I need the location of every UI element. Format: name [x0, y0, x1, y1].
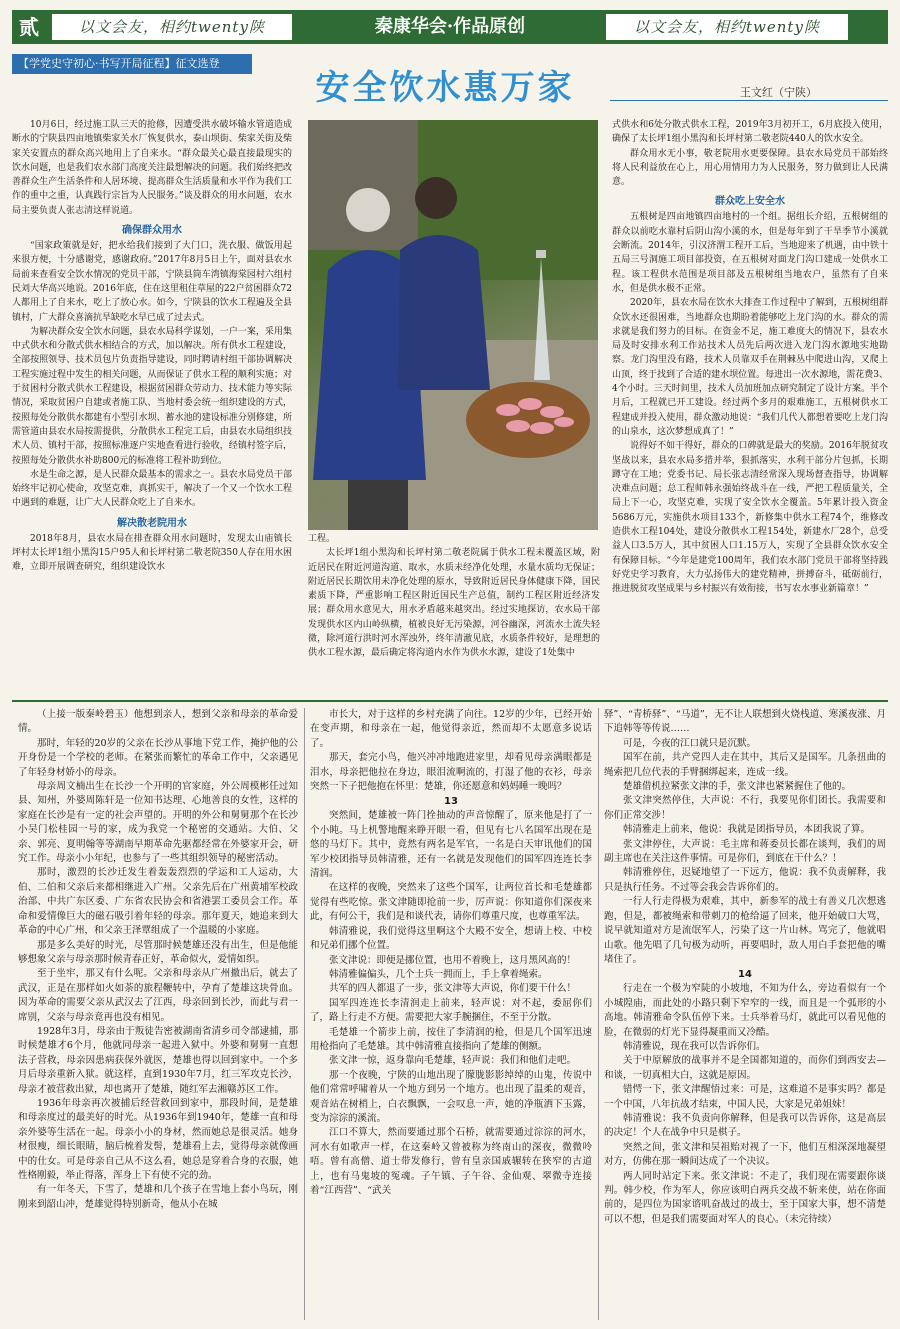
paragraph: 张文津说：即便是挪位置，也用不着晚上，这月黑风高的！: [329, 954, 577, 966]
paragraph: 那时，年轻的20岁的父亲在长沙从事地下党工作，掩护他的公开身份是一个学校的老师。在紧张而繁忙的革命工作中，父亲遇见了年轻身材娇小的母亲。: [18, 737, 298, 778]
article-column-2: [308, 532, 600, 692]
paragraph: 那一个夜晚，宁陕的山地出现了朦胧影影绰绰的山鬼，传说中他们常常呼啸着从一个地方到另一个地方。也出现了温柔的观音，观音站在树梢上，白衣飘飘，一会叹息一声，她的净瓶洒下玉露，变为淙淙的溪流。: [310, 1069, 592, 1124]
paragraph: 韩清雅说，现在我可以告诉你们。: [623, 1040, 766, 1052]
paragraph: （上接一版秦岭碧玉）他想到亲人，想到父亲和母亲的革命爱情。: [18, 709, 298, 735]
paragraph: 张文津停住，大声说：毛主席和蒋委员长都在谈判，我们的周副主席也在关注这件事情。可是你们，到底在干什么？！: [604, 838, 886, 865]
title-rule: [610, 100, 888, 101]
paragraph: 关于中原解放的战事并不是全国都知道的，而你们到西安去—和谈，一切真相大白，这就是原因。: [604, 1055, 886, 1081]
paragraph: 至于坐牢，那又有什么呢。父亲和母亲从广州撤出后，就去了武汉，正是在那样如火如荼的旅程鞭转中，孕育了楚雄这块骨血。因为革命的需要父亲从武汉去了江西，母亲回到长沙，而此与君一席别，父亲与母亲竟再也没有相见。: [18, 968, 298, 1023]
paragraph: 错愕一下，张文津醒悟过来：可是，这难道不是事实吗？都是一个中国，八年抗战才结束，中国人民，大家是兄弟姐妹！: [604, 1084, 886, 1110]
paragraph: 2018年8月，县农水局在排查群众用水问题时，发现太山庙镇长坪村太长坪1组小黑沟15户95人和长坪村第二敬老院350人存在用水困难，立即开展调查研究，组织建设饮水: [12, 533, 292, 573]
subheading: 确保群众用水: [122, 225, 182, 237]
paragraph: 那时，激烈的长沙迁发生着轰轰烈烈的学运和工人运动，大伯、二伯和父亲后来都相继进入广州。父亲先后在广州黄埔军校政治部、中共广东区委、广东省农民协会和省港罢工委员会工作。革命和爱情像巨大的磁石吸引着年轻的母亲。那年夏天，她追来到大革命的中心广州，和父亲王泽覃组成了一个温暖的小家庭。: [18, 867, 298, 937]
paragraph: 1936年母亲再次被捕后经营救回到家中，那段时间，是楚雄和母亲度过的最美好的时光。从1936年到1940年，楚雄一直和母亲外婆等生活在一起。母亲小小的身材，然而她总是很灵活。她身材很瘦，细长眼睛，脑后梳着发髻，楚雄看上去，觉得母亲就像画中的仕女。可是母亲自己从不这么看，她总是穿着合身的衣服，她性格刚毅，举止得落，浑身上下有使不完的劲。: [18, 1097, 298, 1181]
paragraph: 张文津一惊，返身靠向毛楚雄，轻声说：我们和他们走吧。: [329, 1055, 577, 1067]
paragraph: 2020年，县农水局在饮水大排查工作过程中了解到，五根树组群众饮水还很困难，当地群众也期盼着能够吃上龙门沟的水。群众的需求就是我们努力的目标。在资金不足，施工难度大的情况下，县农水局及时安排水利工作站技术人员先后两次进入龙门沟水源地实地勘察。龙门沟里没有路，技术人员靠双手在荆棘丛中爬进山沟，又爬上山顶，终于找到了合适的建水坝位置。每进出一次水源地，需花费3、4个小时。三天时间里，技术人员加班加点研究制定了设计方案。半个月后，工程就已开工建设。经过两个多月的艰难施工，五根树供水工程建成并投入使用，群众激动地说：“我们几代人都想着要吃上龙门沟的山泉水，这次梦想成真了！”: [612, 298, 888, 437]
paragraph: 有一年冬天，下雪了，楚雄和几个孩子在雪地上套小鸟玩，刚刚来到韶山冲，楚雄觉得特别新奇，他从小在城: [18, 1184, 298, 1210]
paragraph: 10月6日，经过施工队三天的抢修，因遭受洪水破坏输水管道造成断水的宁陕县四亩地镇柴家关水厂恢复供水，泰山坝街、柴家关街及柴家关安置点的群众高兴地用上了自来水。“群众最关心最直接最现实的饮水问题，也是我们农水部门高度关注最想解决的问题。我们始终把改善群众生产生活条件和人居环境、提高群众生活质量和水平作为我们工作的重中之重，认真践行宗旨为人民服务。”谈及群众的用水问题，农水局主要负责人张志清这样说道。: [12, 120, 292, 216]
paragraph: 可是，今夜的江口就只是沉默。: [623, 737, 757, 749]
paragraph: 水是生命之源，是人民群众最基本的需求之一。县农水局党员干部始终牢记初心使命，攻坚克难，真抓实干，解决了一个又一个饮水工程中遇到的难题，让广大人民群众吃上了自来水。: [12, 469, 292, 509]
paragraph: 为解决群众安全饮水问题，县农水局科学谋划，一户一案，采用集中式供水和分散式供水相结合的方式，加以解决。所有供水工程建设，全部按照领导、技术员包片负责指导建设，同时聘请村组干部协调解决工程实施过程中发生的相关问题，从而保证了供水工程的顺利实施；对于贫困村分散式供水工程建设，根据贫困群众劳动力、技术能力等实际情况，采取贫困户自建或者施工队、当地村委会统一组织建设的方式，按照每处分散供水都建有小型引水坝、蓄水池的建设标准分别修建，所需管道由县农水局按需提供，分散供水工程完工后，由县农水局组织技术人员、镇村干部，按照标准逐户实地查看进行验收，经镇村签字后，按照每处分散供水补助800元的标准将工程补助到位。: [12, 326, 292, 466]
paragraph: 1928年3月，母亲由于叛徒告密被湖南省清乡司令部逮捕，那时候楚雄才6个月，他就同母亲一起进入狱中。外婆和舅舅一直想法子营救，母亲因患病获保外就医，楚雄也得以回到家中。一个多月后母亲重新入狱。就这样，直到1930年7月，红三军攻克长沙，母亲才被营救出狱，却也离开了楚雄，随红军去湘赣苏区工作。: [18, 1025, 298, 1095]
paragraph: 楚雄借机拉紧张文津的手，张文津也紧紧握住了他的。: [623, 781, 852, 793]
chapter-number: 14: [738, 969, 752, 981]
paragraph: 那天，套完小鸟，他兴冲冲地跑进家里，却看见母亲满眼都是泪水，母亲把他拉在身边，眼泪流啊流的，打湿了他的衣衫，母亲突然一下子把他抱在怀里：楚雄，你还愿意和妈妈睡一晚吗？: [310, 752, 592, 793]
paragraph: 说得好不如干得好，群众的口碑就是最大的奖励。2016年脱贫攻坚战以来，县农水局多措并举，狠抓落实，水利干部分片包抓，长期蹲守在工地；党委书记、局长张志清经常深入现场督查指导，协调解决难点问题；总工程师韩永强始终战斗在一线，严把工程质量关，全局上下一心，攻坚克难，实现了安全饮水全覆盖。5年累计投入资金5686万元，实施供水项目133个，新修集中供水工程74个，维修改造供水工程104处，建设分散供水工程154处，新建水厂28个，总受益人口3.5万人，其中贫困人口1.15万人，实现了全县群众饮水安全有保障目标。“今年是建党100周年，我们农水部门党员干部将坚持践好党史学习教育，大力弘扬伟大的建党精神，拼搏奋斗，砥砺前行，推进脱贫攻坚成果与乡村振兴有效衔接，书写农水事业新篇章！”: [612, 441, 888, 595]
paragraph: 国军四连连长李清润走上前来，轻声说：对不起，委屈你们了，路上行走不方便。需要把大家手腕捆住，不至于分散。: [310, 997, 592, 1024]
article-column-3: [612, 118, 888, 693]
paragraph: 那是多么美好的时光，尽管那时候楚雄还没有出生，但是他能够想象父亲与母亲那时候青春正好，革命似火，爱情如织。: [18, 939, 298, 965]
paragraph: 韩清雅走上前来，他说：我就是团指导员，本团我说了算。: [623, 824, 871, 836]
column-rule: [598, 708, 599, 1320]
paragraph: 突然之间，张文津和吴祖贻对视了一下，他们互相深深地凝望对方，仿佛在那一瞬间达成了一个决议。: [604, 1141, 886, 1168]
paragraph: 国军在前，共产党四人走在其中，其后又是国军。几条扭曲的绳索把几位代表的手臂捆绑起来，连成一线。: [604, 752, 886, 778]
paragraph: 两人同时站定下来。张文津说：不走了，我们现在需要跟你谈判。韩少校，作为军人，你应该明白两兵交战不斩来使，站在你面前的，是四位为国家谘叽奋战过的战士，至于国家大事，想不清楚可以不想，但是我们需要面对军人的良心。（未完待续）: [604, 1170, 886, 1225]
paragraph: 突然间，楚雄被一阵门拴抽动的声音惊醒了，原来他是打了一个小盹。马上机警地醒来睁开眼一看，但见有七八名国军出现在是悠的马灯下。其中，竟然有两名是军官，一名是白天审讯他们的国军少校团指导员韩清雅，还有一名就是发现他们的国军四连连长李清润。: [310, 810, 592, 880]
serial-column-1: [18, 708, 298, 1322]
serial-column-2: [310, 708, 592, 1322]
paragraph: 群众用水无小事，敬老院用水更要保障。县农水局党员干部始终将人民利益放在心上，用心用情用力为人民服务，努力做到让人民满意。: [612, 148, 888, 188]
section-divider: [12, 700, 888, 702]
paragraph: 在这样的夜晚，突然来了这些个国军，让两位首长和毛楚雄都觉得有些吃惊。张文津随即抢前一步，厉声说：你知道你们深夜来此，有何公干，我们是和谈代表，请你们尊重尺度，也尊重军法。: [310, 882, 592, 923]
paragraph: 母亲周文楠出生在长沙一个开明的官家庭，外公周模彬任过知县、知州，外婆周陈轩是一位知书达理、心地善良的女性，这样的家庭在长沙是有一定的社会声望的。开明的外公和舅舅那个在长沙小吴门松桂园一号的家，成为我党一个秘密的交通站。大伯、父亲、郭亮、夏明翰等等湖南早期革命先驱都经常在外婆家开会，研究工作。母亲小小年纪，也参与了一些其组织领导的秘密活动。: [18, 781, 298, 865]
serial-column-3: [604, 708, 886, 1322]
masthead-center-title: 秦康华会·作品原创: [374, 16, 526, 37]
masthead-slogan-right: 以文会友，相约twenty陕: [606, 14, 848, 40]
masthead-slogan-left: 以文会友，相约twenty陕: [52, 14, 292, 40]
masthead: [12, 10, 888, 44]
paragraph: 张文津突然停住，大声说：不行，我要见你们团长。我需要和你们正常交涉！: [604, 795, 886, 821]
headline: 安全饮水惠万家: [315, 68, 575, 108]
paragraph: 韩清雅偏偏头，几个士兵一拥而上，手上拿着绳索。: [329, 968, 548, 980]
paragraph: 一行人行走得极为艰难，其中，新参军的战士有善义几次想逃跑，但是，都被绳索和带刺刀的枪给逼了回来，他开始破口大骂，说早就知道对方是流氓军人，污染了这一片山林。骂完了，他就唱山歌。他先唱了几句极为动听，再要唱时，敌人用白手套把他的嘴堵住了。: [604, 896, 886, 965]
paragraph: 韩清雅说，我们觉得这里啊这个大殿不安全，想请上校、中校和兄弟们挪个位置。: [310, 925, 592, 952]
paragraph: “国家政策就是好，把水给我们接到了大门口，洗衣服、做饭用起来很方便，十分感谢党，感谢政府。”2017年8月5日上午，面对县农水局前来查看安全饮水情况的党员干部，宁陕县筒车湾镇海棠园村六组村民刘大华高兴地说。2016年底，住在这里租住草屋的22户贫困群众72人都用上了自来水，吃上了放心水。如今，宁陕县的饮水工程遍及全县镇村，广大群众喜滴抗旱缺吃水早已成了过去式。: [12, 241, 292, 323]
paragraph: 五根树是四亩地镇四亩地村的一个组。据组长介绍，五根树组的群众以前吃水靠村后阴山沟小溪的水，但是每年到了干旱季节小溪就会断流。2014年，引汉济渭工程开工后，当地迎来了机遇，由中铁十五局三号洞施工项目部投资，在五根树对面龙门沟口建成一处供水工程。该工程供水范围是项目部及五根树组当地农户，虽然有了自来水，但是供水极不正常。: [612, 212, 888, 294]
photo-illustration: [308, 120, 598, 530]
paragraph: 驿”、“青桥驿”、“马道”，无不让人联想到火烧栈道、寒溪夜涨、月下追韩等等传说……: [604, 709, 886, 735]
article-photo: [308, 120, 598, 530]
paragraph: 太长坪1组小黑沟和长坪村第二敬老院属于供水工程未覆盖区域，附近居民在附近河道沟道、取水，水质未经净化处理，水量水质均无保证；附近居民长期饮用未净化处理的原水，导致附近居民身体健康下降，国民素质下降，严重影响工程区附近国民生产总值，制约工程区附近经济发展；群众用水意见大，用水矛盾越来越突出。经过实地探访，农水局干部发现供水区内山岭纵横，植被良好无污染源，河谷幽深，河流水土流失轻微，除河道行洪时河水浑浊外，终年清澈见底，水质条件较好，是理想的供水工程水源，最后确定将沟道内水作为供水水源，建设了1处集中: [308, 548, 600, 659]
paragraph: 韩清雅说：我不负责向你解释，但是我可以告诉你，这是高层的决定！个人在战争中只是棋子。: [604, 1112, 886, 1139]
paragraph: 行走在一个极为窄陡的小坡地，不知为什么，旁边看似有一个小城隍庙，而此处的小路只剩下窄窄的一线，而且是一个弧形的小高地。韩清雅命令队伍停下来。士兵举着马灯，就此可以看见他的脸，在微弱的灯光下显得凝重而又冷酷。: [604, 983, 886, 1038]
paragraph: 市长大，对于这样的乡村充满了向往。12岁的少年，已经开始在变声期，和母亲在一起，他觉得亲近，然而却不太愿意多说话了。: [310, 709, 592, 749]
paragraph: 江口不算大，然而要通过那个石桥，就需要通过淙淙的河水，河水有如歌声一样，在这秦岭又曾被称为终南山的深夜，微微呤唔。曾有高僧、道士带发修行，曾有皇亲国戚辗转在狭窄的古道上，也有马鬼坡的冤魂。子午镇、子午谷、金仙观、翠微寺连接着“江西营”、“武关: [310, 1127, 592, 1196]
chapter-number: 13: [444, 796, 458, 808]
article-column-1: [12, 118, 292, 693]
paragraph: 式供水和6处分散式供水工程，2019年3月初开工，6月底投入使用，确保了太长坪1组小黑沟和长坪村第二敬老院440人的饮水安全。: [612, 120, 888, 145]
column-rule: [304, 708, 305, 1320]
paragraph: 共军的四人都退了一步，张文津等大声说，你们要干什么！: [329, 983, 577, 995]
subheading: 解决散老院用水: [117, 517, 187, 529]
paragraph: 工程。: [308, 534, 336, 544]
page-number: 贰: [19, 15, 39, 39]
subheading: 群众吃上安全水: [715, 196, 785, 208]
paragraph: 韩清雅停住，迟疑地望了一下远方，他说：我不负责解释，我只是执行任务。不过等会我会告诉你们的。: [604, 867, 886, 893]
paragraph: 毛楚雄一个箭步上前，按住了李清润的枪，但是几个国军迅速用枪指向了毛楚雄。其中韩清雅直接指向了楚雄的侧额。: [310, 1026, 592, 1052]
column-tag: 【学党史守初心·书写开局征程】征文选登: [12, 54, 252, 74]
author-byline: 王文红（宁陕）: [740, 86, 817, 99]
